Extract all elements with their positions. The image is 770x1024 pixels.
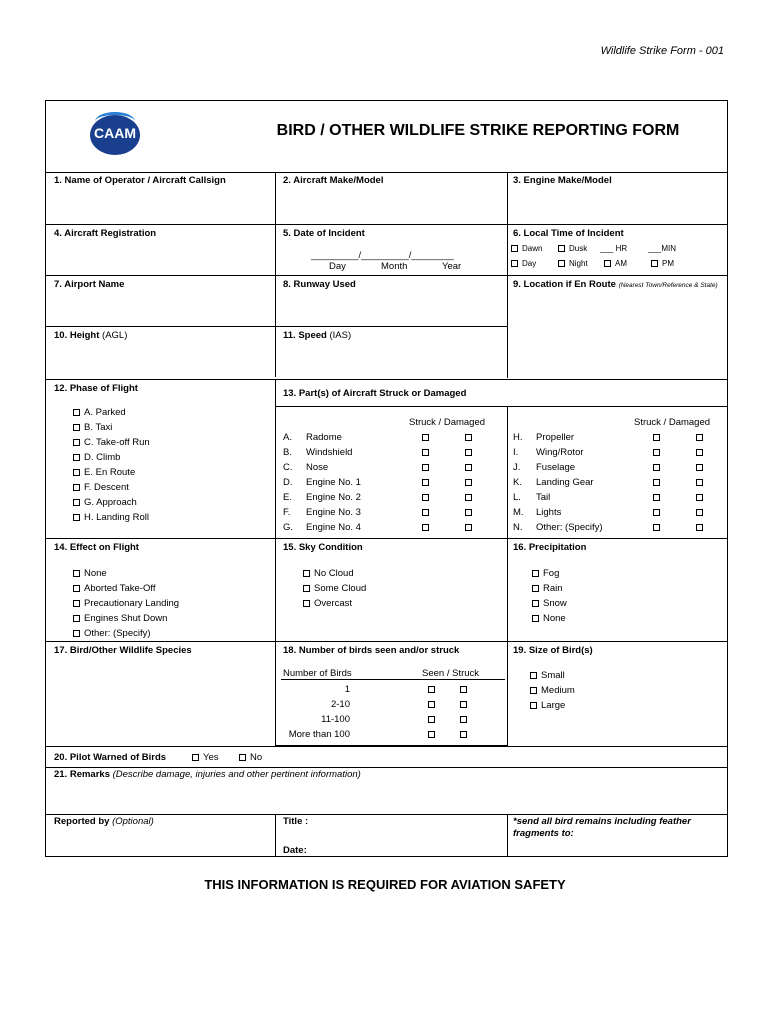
damaged-checkbox[interactable] [696,494,703,501]
checkbox[interactable] [73,424,80,431]
struck-checkbox[interactable] [460,731,467,738]
damaged-checkbox[interactable] [696,479,703,486]
part-name: Radome [306,432,342,443]
checkbox[interactable] [73,600,80,607]
checkbox[interactable] [532,615,539,622]
year-label: Year [442,261,462,272]
seen-checkbox[interactable] [428,686,435,693]
damaged-checkbox[interactable] [465,524,472,531]
seen-checkbox[interactable] [428,701,435,708]
pilot-warned-label: 20. Pilot Warned of Birds [54,752,167,763]
struck-checkbox[interactable] [653,524,660,531]
struck-checkbox[interactable] [653,464,660,471]
part-name: Nose [306,462,329,473]
checkbox[interactable] [532,585,539,592]
date-label: 5. Date of Incident [283,228,365,239]
checkbox[interactable] [532,570,539,577]
part-name: Propeller [536,432,575,443]
checkbox[interactable] [192,754,199,761]
title-field-label: Title : [283,816,309,827]
damaged-checkbox[interactable] [465,479,472,486]
date-line[interactable]: _________/_________/________ [311,250,454,261]
phase-item: D. Climb [84,452,121,463]
phase-item: H. Landing Roll [84,512,149,523]
part-letter: A. [283,432,292,443]
precip-item: Snow [543,598,567,609]
struck-checkbox[interactable] [422,464,429,471]
checkbox[interactable] [651,260,658,267]
part-name: Engine No. 3 [306,507,361,518]
checkbox[interactable] [73,484,80,491]
struck-checkbox[interactable] [422,494,429,501]
struck-checkbox[interactable] [653,509,660,516]
part-name: Other: (Specify) [536,522,603,533]
struck-damaged-header: Struck / Damaged [409,417,486,428]
part-letter: G. [283,522,294,533]
precip-item: Fog [543,568,560,579]
checkbox[interactable] [530,702,537,709]
part-letter: I. [513,447,519,458]
effect-item: None [84,568,107,579]
part-name: Fuselage [536,462,576,473]
part-letter: B. [283,447,292,458]
struck-checkbox[interactable] [653,449,660,456]
struck-checkbox[interactable] [460,686,467,693]
checkbox[interactable] [73,454,80,461]
struck-checkbox[interactable] [422,509,429,516]
phase-label: 12. Phase of Flight [54,383,138,394]
checkbox[interactable] [303,570,310,577]
no-label: No [250,752,263,763]
checkbox[interactable] [532,600,539,607]
aircraft-model-label: 2. Aircraft Make/Model [283,175,384,186]
seen-checkbox[interactable] [428,731,435,738]
phase-item: B. Taxi [84,422,113,433]
location-label: 9. Location if En Route [513,279,616,290]
size-item: Large [541,700,566,711]
speed-label: 11. Speed [283,330,327,341]
damaged-checkbox[interactable] [696,434,703,441]
reported-by-label: Reported by [54,816,110,827]
checkbox[interactable] [530,687,537,694]
struck-checkbox[interactable] [653,479,660,486]
effect-item: Aborted Take-Off [84,583,156,594]
part-letter: J. [513,462,521,473]
remarks-note: (Describe damage, injuries and other pertinent information) [112,769,361,780]
height-unit: (AGL) [102,330,128,341]
hr-field[interactable]: ___ HR [600,244,628,253]
damaged-checkbox[interactable] [465,449,472,456]
part-letter: K. [513,477,522,488]
damaged-checkbox[interactable] [465,509,472,516]
runway-label: 8. Runway Used [283,279,356,290]
count-label: More than 100 [288,729,350,740]
yes-label: Yes [203,752,219,763]
am-label: AM [615,259,627,268]
height-label: 10. Height [54,330,100,341]
damaged-checkbox[interactable] [696,449,703,456]
count-label: 2-10 [330,699,350,710]
checkbox[interactable] [73,615,80,622]
part-name: Landing Gear [536,477,594,488]
part-name: Tail [536,492,551,503]
checkbox[interactable] [530,672,537,679]
precip-item: Rain [543,583,563,594]
checkbox[interactable] [604,260,611,267]
checkbox[interactable] [73,439,80,446]
airport-label: 7. Airport Name [54,279,125,290]
struck-checkbox[interactable] [460,701,467,708]
damaged-checkbox[interactable] [465,434,472,441]
checkbox[interactable] [558,245,565,252]
size-label: 19. Size of Bird(s) [513,645,593,656]
effect-item: Precautionary Landing [84,598,180,609]
sky-item: Overcast [314,598,353,609]
struck-checkbox[interactable] [653,494,660,501]
part-name: Engine No. 4 [306,522,361,533]
checkbox[interactable] [239,754,246,761]
struck-checkbox[interactable] [460,716,467,723]
remarks-label: 21. Remarks [54,769,110,780]
date-field-label: Date: [283,845,307,856]
sky-item: Some Cloud [314,583,367,594]
sky-item: No Cloud [314,568,354,579]
effect-label: 14. Effect on Flight [54,542,139,553]
time-label: 6. Local Time of Incident [513,228,624,239]
part-letter: F. [283,507,291,518]
seen-checkbox[interactable] [428,716,435,723]
size-item: Medium [541,685,575,696]
count-label: 1 [344,684,350,695]
operator-label: 1. Name of Operator / Aircraft Callsign [54,175,226,186]
phase-item: C. Take-off Run [84,437,150,448]
struck-checkbox[interactable] [422,524,429,531]
phase-item: A. Parked [84,407,126,418]
part-letter: E. [283,492,292,503]
checkbox[interactable] [73,469,80,476]
registration-label: 4. Aircraft Registration [54,228,157,239]
pm-label: PM [662,259,674,268]
dawn-label: Dawn [522,244,543,253]
struck-checkbox[interactable] [422,434,429,441]
checkbox[interactable] [511,245,518,252]
checkbox[interactable] [73,409,80,416]
part-letter: N. [513,522,523,533]
parts-label: 13. Part(s) of Aircraft Struck or Damaged [283,388,467,399]
damaged-checkbox[interactable] [696,509,703,516]
min-field[interactable]: ___MIN [648,244,677,253]
damaged-checkbox[interactable] [465,494,472,501]
send-note-line2: fragments to: [513,828,574,839]
effect-item: Engines Shut Down [84,613,168,624]
form-title: BIRD / OTHER WILDLIFE STRIKE REPORTING FORM [276,122,680,139]
damaged-checkbox[interactable] [465,464,472,471]
species-label: 17. Bird/Other Wildlife Species [54,645,192,656]
checkbox[interactable] [73,585,80,592]
reported-optional: (Optional) [112,816,154,827]
dusk-label: Dusk [569,244,588,253]
checkbox[interactable] [73,514,80,521]
precip-item: None [543,613,566,624]
number-header: Number of Birds [283,668,352,679]
count-label: 11-100 [321,714,350,725]
struck-damaged-header: Struck / Damaged [634,417,711,428]
month-label: Month [381,261,408,272]
checkbox[interactable] [303,585,310,592]
send-note-line1: *send all bird remains including feather [513,816,691,827]
caam-logo: CAAM [90,115,140,155]
checkbox[interactable] [73,630,80,637]
part-letter: D. [283,477,293,488]
precip-label: 16. Precipitation [513,542,587,553]
checkbox[interactable] [558,260,565,267]
speed-unit: (IAS) [329,330,352,341]
part-letter: C. [283,462,293,473]
checkbox[interactable] [511,260,518,267]
day-label: Day [329,261,346,272]
part-name: Lights [536,507,562,518]
damaged-checkbox[interactable] [696,464,703,471]
sky-label: 15. Sky Condition [283,542,363,553]
form-border [45,100,728,857]
part-name: Wing/Rotor [536,447,584,458]
struck-checkbox[interactable] [422,449,429,456]
location-note: (Nearest Town/Reference & State) [618,282,718,289]
checkbox[interactable] [73,499,80,506]
form-frame [45,100,728,856]
part-letter: L. [513,492,521,503]
size-item: Small [541,670,565,681]
footer-notice: THIS INFORMATION IS REQUIRED FOR AVIATION SAFETY [204,877,566,892]
phase-item: F. Descent [84,482,129,493]
checkbox[interactable] [73,570,80,577]
struck-checkbox[interactable] [653,434,660,441]
part-letter: H. [513,432,523,443]
struck-checkbox[interactable] [422,479,429,486]
number-label: 18. Number of birds seen and/or struck [283,645,460,656]
seen-struck-header: Seen / Struck [422,668,480,679]
part-letter: M. [513,507,524,518]
part-name: Windshield [306,447,353,458]
engine-model-label: 3. Engine Make/Model [513,175,612,186]
checkbox[interactable] [303,600,310,607]
damaged-checkbox[interactable] [696,524,703,531]
effect-item: Other: (Specify) [84,628,151,639]
form-id: Wildlife Strike Form - 001 [600,45,724,57]
phase-item: E. En Route [84,467,136,478]
phase-item: G. Approach [84,497,137,508]
part-name: Engine No. 1 [306,477,361,488]
night-label: Night [569,259,588,268]
part-name: Engine No. 2 [306,492,361,503]
time-day-label: Day [522,259,537,268]
